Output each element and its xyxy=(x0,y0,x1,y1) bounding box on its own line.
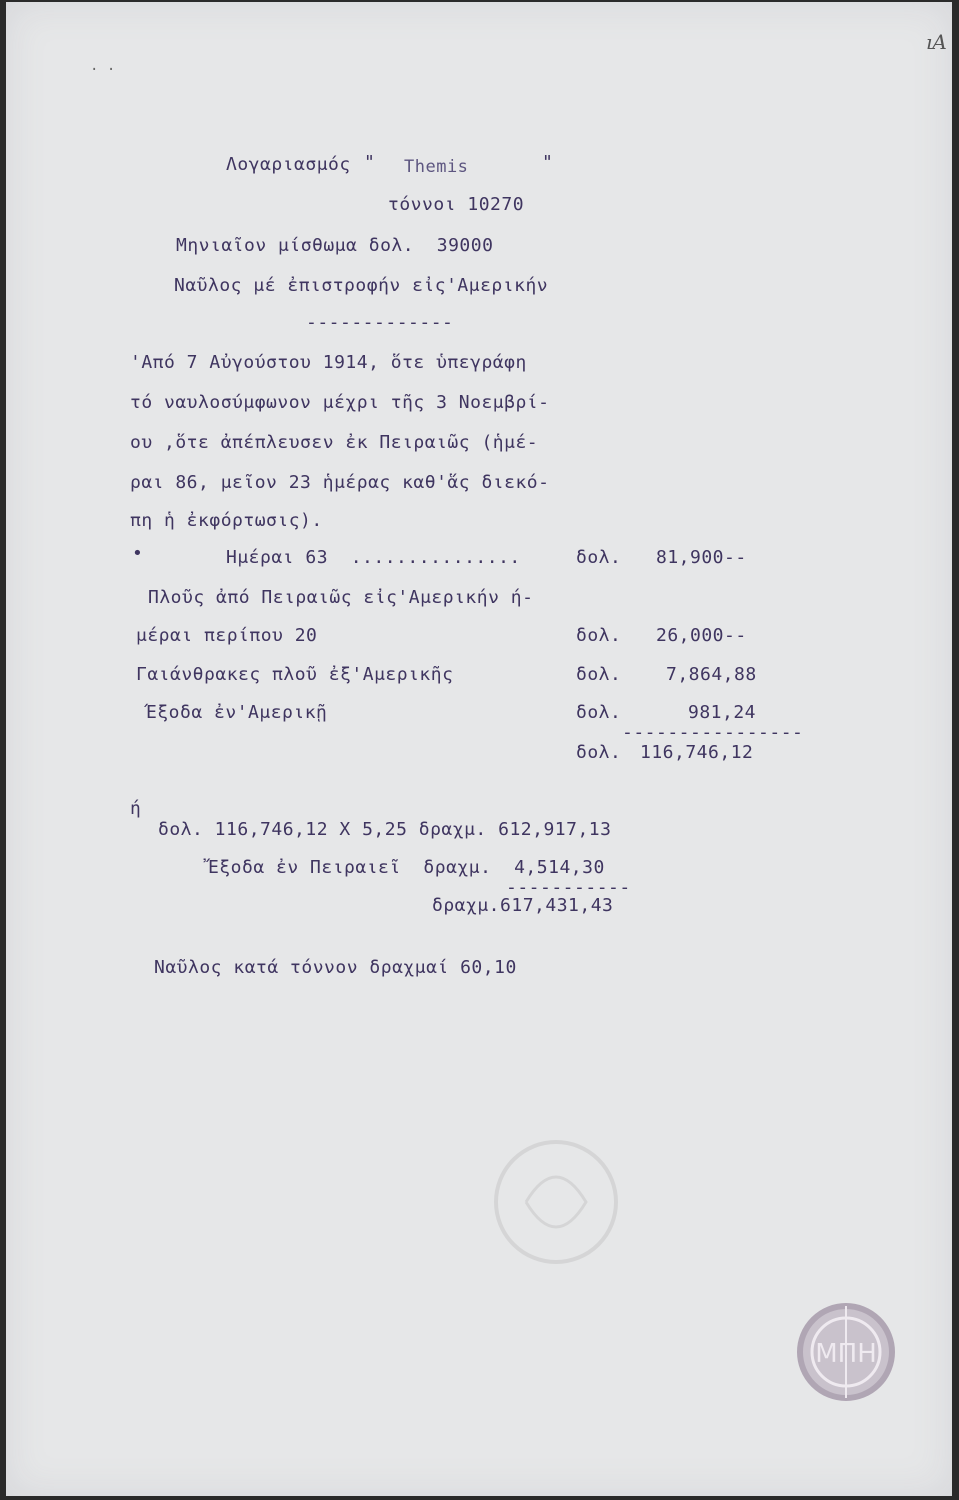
total-rule: ---------------- xyxy=(622,722,804,743)
freight-per-ton: Ναῦλος κατά τόννον δραχμαί 60,10 xyxy=(154,957,517,978)
entry-amount: 26,000-- xyxy=(656,625,747,646)
freight-heading: Ναῦλος μέ ἐπιστροφήν εἰς'Αμερικήν xyxy=(174,275,549,296)
entry-description: μέραι περίπου 20 xyxy=(136,625,318,646)
paper-watermark xyxy=(486,1132,626,1272)
close-quote: " xyxy=(542,152,554,173)
entry-amount: 7,864,88 xyxy=(666,664,757,685)
entry-description: Έξοδα ἐν'Αμερικῇ xyxy=(146,702,328,723)
ink-speck: · · xyxy=(90,62,116,78)
paragraph-line: 'Από 7 Αὐγούστου 1914, ὅτε ὑπεγράφη xyxy=(130,352,527,373)
paragraph-line: ου ,ὅτε ἀπέπλευσεν ἐκ Πειραιῶς (ἡμέ- xyxy=(130,432,539,453)
conversion-marker: ή xyxy=(130,798,142,819)
entry-description: Πλοῦς ἀπό Πειραιῶς εἰς'Αμερικήν ή- xyxy=(148,587,534,608)
conversion-line: δολ. 116,746,12 Χ 5,25 δραχμ. 612,917,13 xyxy=(158,819,612,840)
entry-description: Γαιάνθρακες πλοῦ ἐξ'Αμερικῆς xyxy=(136,664,454,685)
account-title: Λογαριασμός xyxy=(226,154,351,175)
ship-name: Themis xyxy=(404,157,469,177)
document-page xyxy=(6,2,952,1496)
total-currency: δολ. xyxy=(576,742,622,763)
entry-amount: 981,24 xyxy=(688,702,757,723)
conversion-rule: ----------- xyxy=(506,877,631,898)
conversion-total: δραχμ.617,431,43 xyxy=(432,895,614,916)
entry-currency: δολ. xyxy=(576,547,622,568)
stamp-label: ΜΠΗ xyxy=(815,1339,877,1369)
conversion-line: Ἔξοδα ἐν Πειραιεῖ δραχμ. 4,514,30 xyxy=(208,857,605,878)
bullet-mark: • xyxy=(132,543,144,564)
archive-stamp-icon xyxy=(796,1302,896,1402)
open-quote: " xyxy=(364,152,376,173)
entry-amount: 81,900-- xyxy=(656,547,747,568)
entry-description: Ημέραι 63 ............... xyxy=(226,547,521,568)
tonnage: τόννοι 10270 xyxy=(388,194,525,215)
entry-currency: δολ. xyxy=(576,702,622,723)
paragraph-line: πη ἡ ἐκφόρτωσις). xyxy=(130,510,323,531)
paragraph-line: ραι 86, μεῖον 23 ἡμέρας καθ'ἅς διεκό- xyxy=(130,472,550,493)
monthly-hire: Μηνιαῖον μίσθωμα δολ. 39000 xyxy=(176,235,494,256)
header-rule: ------------- xyxy=(306,312,454,333)
entry-currency: δολ. xyxy=(576,625,622,646)
page-number: ıA xyxy=(926,30,947,54)
entry-currency: δολ. xyxy=(576,664,622,685)
total-amount: 116,746,12 xyxy=(640,742,754,763)
paragraph-line: τό ναυλοσύμφωνον μέχρι τῆς 3 Νοεμβρί- xyxy=(130,392,550,413)
